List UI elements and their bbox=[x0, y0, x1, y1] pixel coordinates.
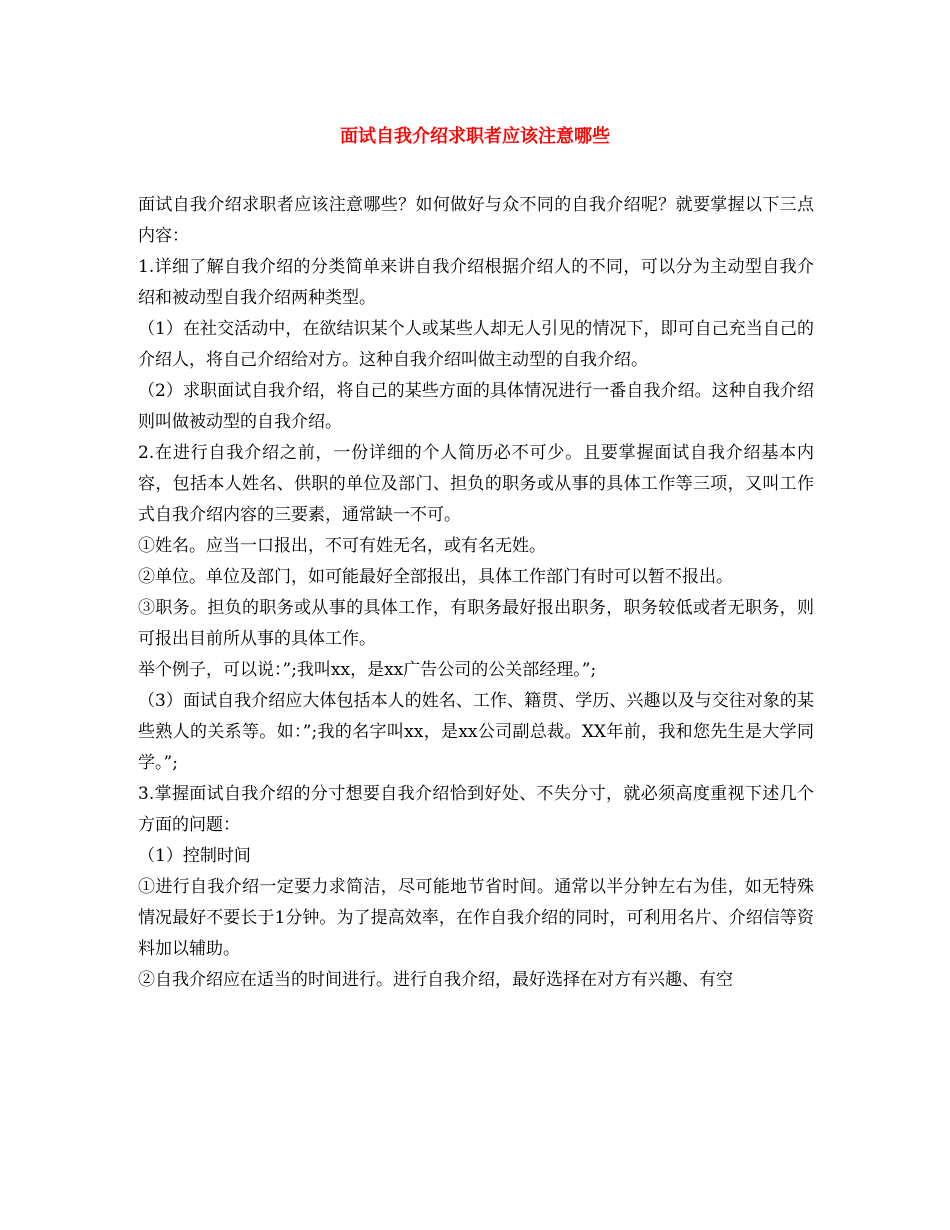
paragraph: ③职务。担负的职务或从事的具体工作，有职务最好报出职务，职务较低或者无职务，则可报出目前所从事的具体工作。 bbox=[138, 598, 814, 649]
paragraph: ②自我介绍应在适当的时间进行。进行自我介绍，最好选择在对方有兴趣、有空 bbox=[138, 970, 733, 990]
paragraph: 面试自我介绍求职者应该注意哪些？如何做好与众不同的自我介绍呢？就要掌握以下三点内容： bbox=[138, 195, 814, 246]
document-title: 面试自我介绍求职者应该注意哪些 bbox=[340, 126, 610, 147]
paragraph: ②单位。单位及部门，如可能最好全部报出，具体工作部门有时可以暂不报出。 bbox=[138, 567, 733, 587]
paragraph: 2.在进行自我介绍之前，一份详细的个人简历必不可少。且要掌握面试自我介绍基本内容，包括本人姓名、供职的单位及部门、担负的职务或从事的具体工作等三项，又叫工作式自我介绍内容的三要素，通常缺一不可。 bbox=[138, 443, 814, 525]
document-body bbox=[138, 190, 814, 996]
paragraph: （3）面试自我介绍应大体包括本人的姓名、工作、籍贯、学历、兴趣以及与交往对象的某些熟人的关系等。如：”;我的名字叫xx，是xx公司副总裁。XX年前，我和您先生是大学同学。”; bbox=[138, 691, 814, 773]
paragraph: ①姓名。应当一口报出，不可有姓无名，或有名无姓。 bbox=[138, 536, 546, 556]
paragraph: （1）在社交活动中，在欲结识某个人或某些人却无人引见的情况下，即可自己充当自己的介绍人，将自己介绍给对方。这种自我介绍叫做主动型的自我介绍。 bbox=[138, 319, 814, 370]
paragraph: ①进行自我介绍一定要力求简洁，尽可能地节省时间。通常以半分钟左右为佳，如无特殊情况最好不要长于1分钟。为了提高效率，在作自我介绍的同时，可利用名片、介绍信等资料加以辅助。 bbox=[138, 877, 814, 959]
paragraph: 3.掌握面试自我介绍的分寸想要自我介绍恰到好处、不失分寸，就必须高度重视下述几个方面的问题： bbox=[138, 784, 814, 835]
paragraph: 举个例子，可以说：”;我叫xx，是xx广告公司的公关部经理。”; bbox=[138, 660, 597, 680]
paragraph: （1）控制时间 bbox=[138, 846, 251, 866]
paragraph: 1.详细了解自我介绍的分类简单来讲自我介绍根据介绍人的不同，可以分为主动型自我介绍和被动型自我介绍两种类型。 bbox=[138, 257, 814, 308]
paragraph: （2）求职面试自我介绍，将自己的某些方面的具体情况进行一番自我介绍。这种自我介绍则叫做被动型的自我介绍。 bbox=[138, 381, 814, 432]
